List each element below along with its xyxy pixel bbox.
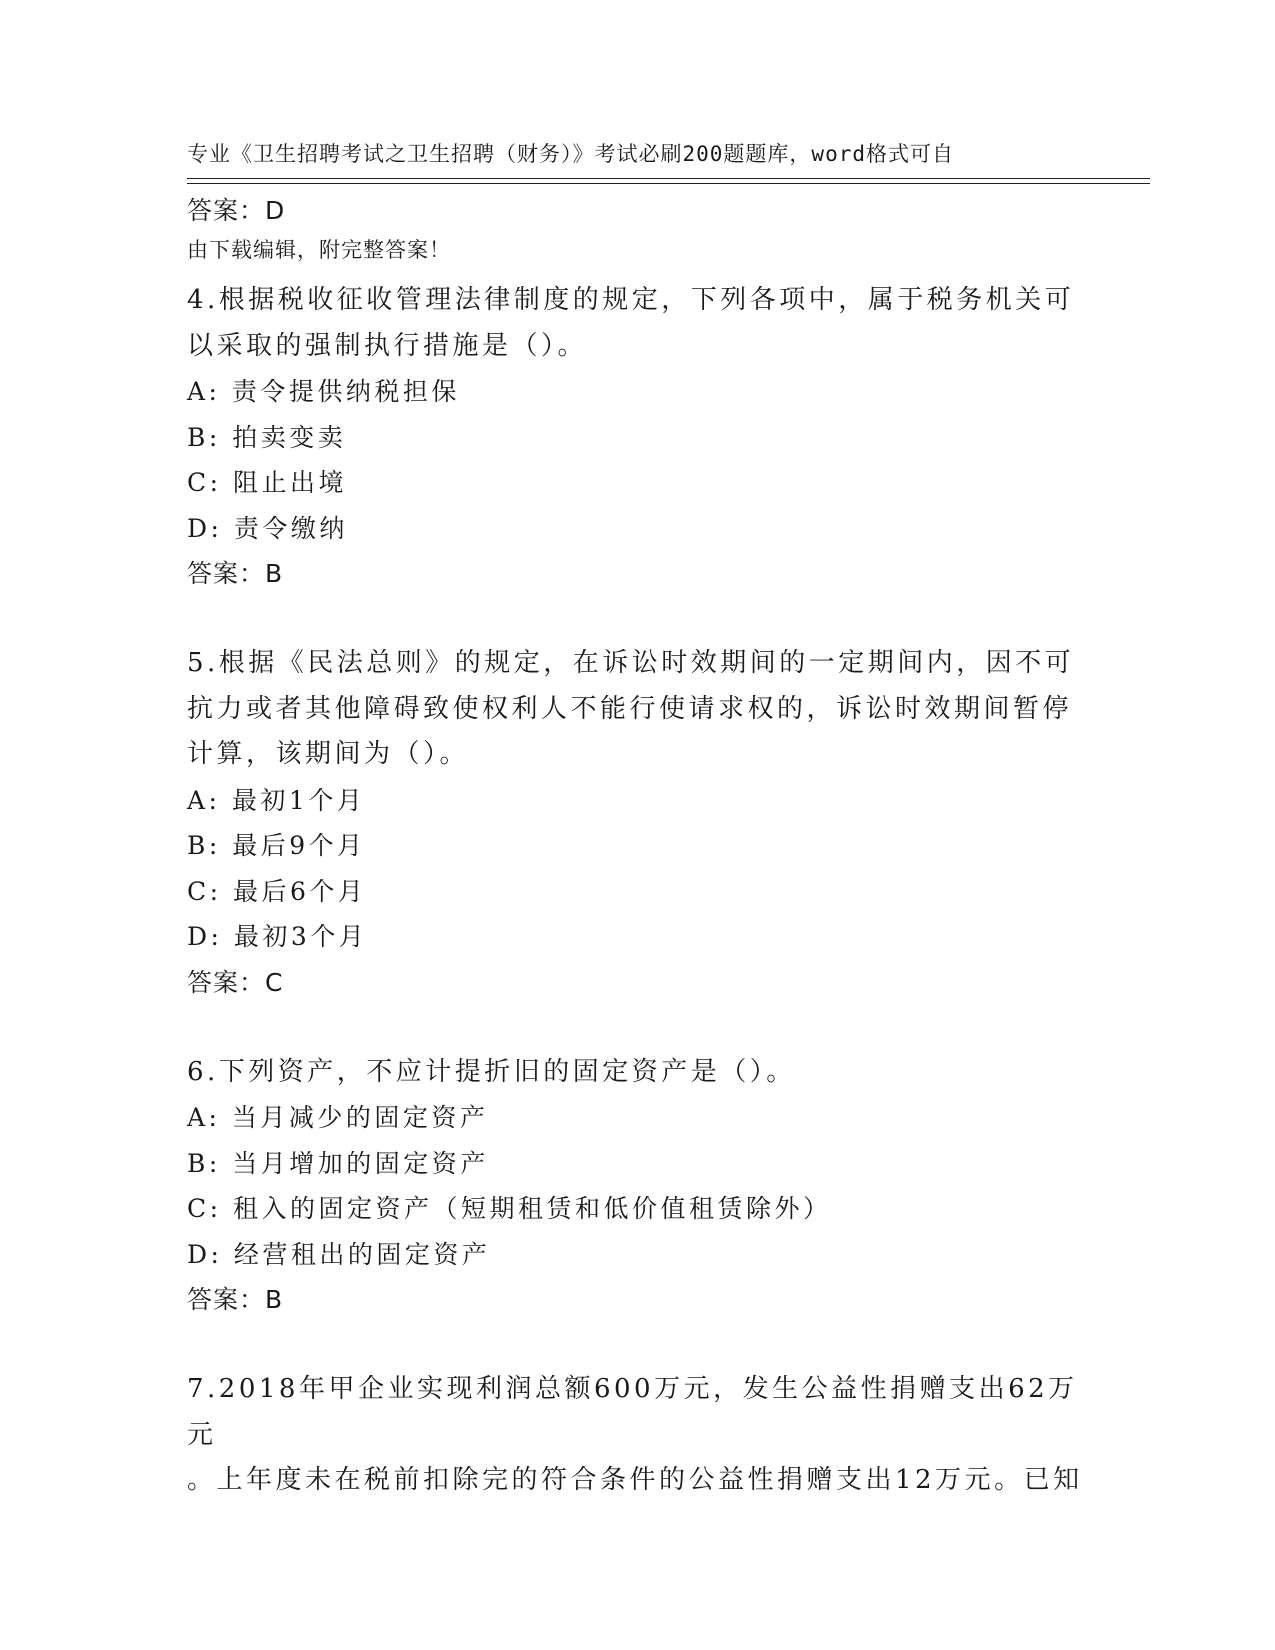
answer-line: 答案：B [187, 1285, 284, 1314]
option-c: C: 最后6个月 [187, 876, 367, 906]
question-text: 计算，该期间为（）。 [187, 739, 470, 769]
question-block [187, 1050, 1087, 1324]
answer-line: 答案：D [187, 196, 286, 225]
question-block [187, 641, 1087, 1006]
question-text: 7.2018年甲企业实现利润总额600万元，发生公益性捐赠支出62万元 [187, 1374, 1078, 1450]
option-d: D: 责令缴纳 [187, 513, 348, 543]
option-d: D: 经营租出的固定资产 [187, 1239, 491, 1269]
question-text: 5.根据《民法总则》的规定，在诉讼时效期间的一定期间内，因不可 [187, 648, 1075, 678]
spacer [187, 1323, 1087, 1367]
header-rule-bottom [187, 183, 1150, 184]
question-block [187, 278, 1087, 597]
option-a: A: 当月减少的固定资产 [187, 1103, 489, 1132]
option-b: B: 当月增加的固定资产 [187, 1148, 489, 1178]
spacer [187, 1006, 1087, 1050]
option-a: A: 责令提供纳税担保 [187, 377, 460, 406]
option-a: A: 最初1个月 [187, 785, 366, 815]
question-list [187, 188, 1087, 1504]
question-text: 4.根据税收征收管理法律制度的规定，下列各项中，属于税务机关可 [187, 285, 1075, 315]
question-text: 抗力或者其他障碍致使权利人不能行使请求权的，诉讼时效期间暂停 [187, 693, 1073, 724]
header-line-2: 由下载编辑，附完整答案！ [187, 238, 451, 262]
answer-line: 答案：B [187, 559, 284, 588]
header-rule-top [187, 178, 1150, 179]
option-b: B: 最后9个月 [187, 831, 366, 860]
header-line-1: 专业《卫生招聘考试之卫生招聘（财务）》考试必刷200题题库，word格式可自 [187, 142, 954, 166]
question-text: 6.下列资产，不应计提折旧的固定资产是（）。 [187, 1056, 796, 1087]
question-block [187, 1367, 1087, 1504]
spacer [187, 597, 1087, 641]
option-c: C: 租入的固定资产（短期租赁和低价值租赁除外） [187, 1194, 832, 1223]
option-c: C: 阻止出境 [187, 468, 347, 497]
option-b: B: 拍卖变卖 [187, 422, 347, 452]
question-text: 。上年度未在税前扣除完的符合条件的公益性捐赠支出12万元。已知 [187, 1465, 1083, 1495]
option-d: D: 最初3个月 [187, 922, 368, 951]
answer-line: 答案：C [187, 967, 284, 997]
question-text: 以采取的强制执行措施是（）。 [187, 330, 588, 361]
spacer [187, 234, 1087, 278]
